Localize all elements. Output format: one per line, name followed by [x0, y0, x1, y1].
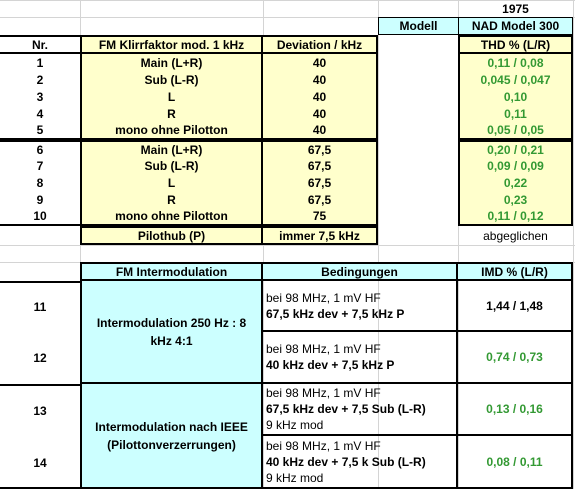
imd-row-nr: 13 [0, 384, 80, 436]
row-mode: L [80, 174, 263, 191]
row-nr: 10 [0, 209, 80, 226]
row-mode: Sub (L-R) [80, 71, 263, 88]
imd-row-value: 0,08 / 0,11 [458, 436, 573, 489]
col-fm-intermod: FM Intermodulation [80, 262, 263, 281]
row-mode: R [80, 106, 263, 123]
imd-group-2: Intermodulation nach IEEE (Pilottonverzerrungen) [80, 384, 263, 489]
row-deviation: 40 [263, 88, 378, 105]
condition-line: bei 98 MHz, 1 mV HF [266, 342, 381, 356]
year-label: 1975 [502, 1, 529, 16]
row-deviation: 40 [263, 54, 378, 71]
row-deviation: 40 [263, 106, 378, 123]
condition-line: 40 kHz dev + 7,5 kHz P [266, 358, 395, 372]
row-deviation: 40 [263, 71, 378, 88]
condition-line: 67,5 kHz dev + 7,5 kHz P [266, 306, 405, 321]
row-thd: 0,20 / 0,21 [458, 140, 573, 157]
condition-line: bei 98 MHz, 1 mV HF [266, 290, 381, 305]
row-thd: 0,11 / 0,08 [458, 54, 573, 71]
col-imd: IMD % (L/R) [458, 262, 573, 281]
col-conditions: Bedingungen [263, 262, 458, 281]
col-mode: FM Klirrfaktor mod. 1 kHz [80, 35, 263, 54]
imd-row-value: 0,74 / 0,73 [458, 332, 573, 384]
row-nr: 8 [36, 175, 44, 190]
row-nr: 7 [36, 158, 44, 173]
pilot-value: immer 7,5 kHz [263, 226, 378, 245]
imd-row-nr: 11 [33, 299, 47, 314]
row-mode: Sub (L-R) [80, 157, 263, 174]
row-deviation: 40 [263, 123, 378, 140]
imd-row-nr: 14 [33, 455, 47, 470]
imd-group-1: Intermodulation 250 Hz : 8 kHz 4:1 [80, 281, 263, 384]
pilot-label: Pilothub (P) [80, 226, 263, 245]
row-thd: 0,11 [458, 106, 573, 123]
row-mode: Main (L+R) [80, 140, 263, 157]
row-thd: 0,23 [458, 192, 573, 209]
imd-row-conditions [263, 281, 458, 332]
row-deviation: 75 [263, 209, 378, 226]
imd-row-conditions [263, 332, 458, 384]
condition-line: 9 kHz mod [266, 470, 324, 485]
row-thd: 0,09 / 0,09 [458, 157, 573, 174]
row-deviation: 67,5 [263, 192, 378, 209]
condition-line: bei 98 MHz, 1 mV HF [266, 386, 381, 400]
imd-row-conditions [263, 384, 458, 436]
pilot-result: abgeglichen [483, 228, 548, 243]
imd-row-conditions [263, 436, 458, 489]
row-nr: 4 [36, 107, 44, 122]
row-thd: 0,11 / 0,12 [458, 209, 573, 226]
row-mode: R [80, 192, 263, 209]
modell-label: Modell [378, 17, 458, 35]
col-thd: THD % (L/R) [458, 35, 573, 54]
row-deviation: 67,5 [263, 174, 378, 191]
row-nr: 2 [36, 72, 44, 87]
row-thd: 0,22 [458, 174, 573, 191]
row-deviation: 67,5 [263, 140, 378, 157]
row-nr: 9 [36, 193, 44, 208]
row-nr: 5 [0, 123, 80, 140]
imd-row-value: 0,13 / 0,16 [458, 384, 573, 436]
device-name: NAD Model 300 [458, 17, 573, 35]
row-nr: 6 [0, 140, 80, 157]
col-deviation: Deviation / kHz [263, 35, 378, 54]
condition-line: 67,5 kHz dev + 7,5 Sub (L-R) [266, 402, 426, 416]
row-mode: mono ohne Pilotton [80, 209, 263, 226]
row-mode: Main (L+R) [80, 54, 263, 71]
row-thd: 0,045 / 0,047 [458, 71, 573, 88]
col-nr: Nr. [0, 35, 80, 54]
imd-row-value: 1,44 / 1,48 [458, 281, 573, 332]
row-thd: 0,05 / 0,05 [458, 123, 573, 140]
row-nr: 3 [36, 89, 44, 104]
condition-line: 40 kHz dev + 7,5 k Sub (L-R) [266, 454, 426, 469]
row-nr: 1 [36, 55, 44, 70]
row-thd: 0,10 [458, 88, 573, 105]
condition-line: 9 kHz mod [266, 418, 324, 432]
imd-row-nr: 12 [33, 351, 47, 365]
row-mode: L [80, 88, 263, 105]
row-deviation: 67,5 [263, 157, 378, 174]
row-mode: mono ohne Pilotton [80, 123, 263, 140]
condition-line: bei 98 MHz, 1 mV HF [266, 438, 381, 453]
